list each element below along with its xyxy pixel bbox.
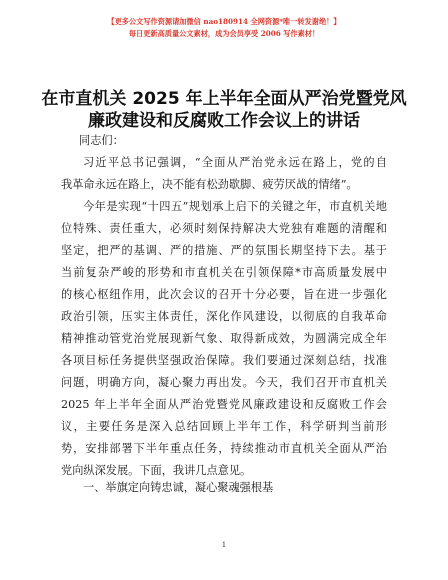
- paragraph-line: 势，安排部署下半年重点任务，持续推动市直机关全面从严治: [61, 442, 387, 455]
- promo-banner-line-2: 每日更新高质量公文素材，成为会员享受 2006 写作素材！: [128, 29, 320, 38]
- paragraph-1: [61, 152, 387, 196]
- page-number: 1: [221, 541, 227, 549]
- paragraph-line: 党向纵深发展。下面，我讲几点意见。: [61, 464, 252, 477]
- paragraph-line: 当前复杂严峻的形势和市直机关在引领保障*市高质量发展中: [61, 266, 387, 279]
- paragraph-line: 的核心枢纽作用，此次会议的召开十分必要，旨在进一步强化: [61, 288, 387, 301]
- paragraph-line: 2025 年上半年全面从严治党暨党风廉政建设和反腐败工作会: [61, 398, 387, 411]
- document-title-line-1: 在市直机关 2025 年上半年全面从严治党暨党风: [41, 89, 407, 109]
- document-title-line-2: 廉政建设和反腐败工作会议上的讲话: [88, 111, 360, 131]
- salutation: 同志们：: [79, 134, 124, 147]
- section-heading-1: 一、举旗定向铸忠诚，凝心聚魂强根基: [83, 481, 274, 494]
- promo-banner-line-1: 【更多公文写作资源请加微信 nao180914 全网资源*唯一转发谢绝！】: [107, 17, 341, 26]
- paragraph-line: 政治引领，压实主体责任，深化作风建设，以彻底的自我革命: [61, 310, 387, 323]
- paragraph-line: 精神推动管党治党展现新气象、取得新成效，为圆满完成全年: [61, 332, 387, 345]
- paragraph-line: 习近平总书记强调，“全面从严治党永远在路上，党的自: [83, 156, 387, 169]
- paragraph-line: 问题，明确方向，凝心聚力再出发。今天，我们召开市直机关: [61, 376, 387, 389]
- paragraph-line: 位特殊、责任重大，必须时刻保持解决大党独有难题的清醒和: [61, 222, 387, 235]
- paragraph-line: 议，主要任务是深入总结回顾上半年工作，科学研判当前形: [61, 420, 387, 433]
- paragraph-2: [61, 196, 387, 482]
- paragraph-line: 各项目标任务提供坚强政治保障。我们要通过深刻总结，找准: [61, 354, 387, 367]
- paragraph-line: 今年是实现“十四五”规划承上启下的关键之年，市直机关地: [83, 200, 387, 213]
- paragraph-line: 坚定，把严的基调、严的措施、严的氛围长期坚持下去。基于: [61, 244, 387, 257]
- paragraph-line: 我革命永远在路上，决不能有松劲歇脚、疲劳厌战的情绪”。: [61, 178, 358, 191]
